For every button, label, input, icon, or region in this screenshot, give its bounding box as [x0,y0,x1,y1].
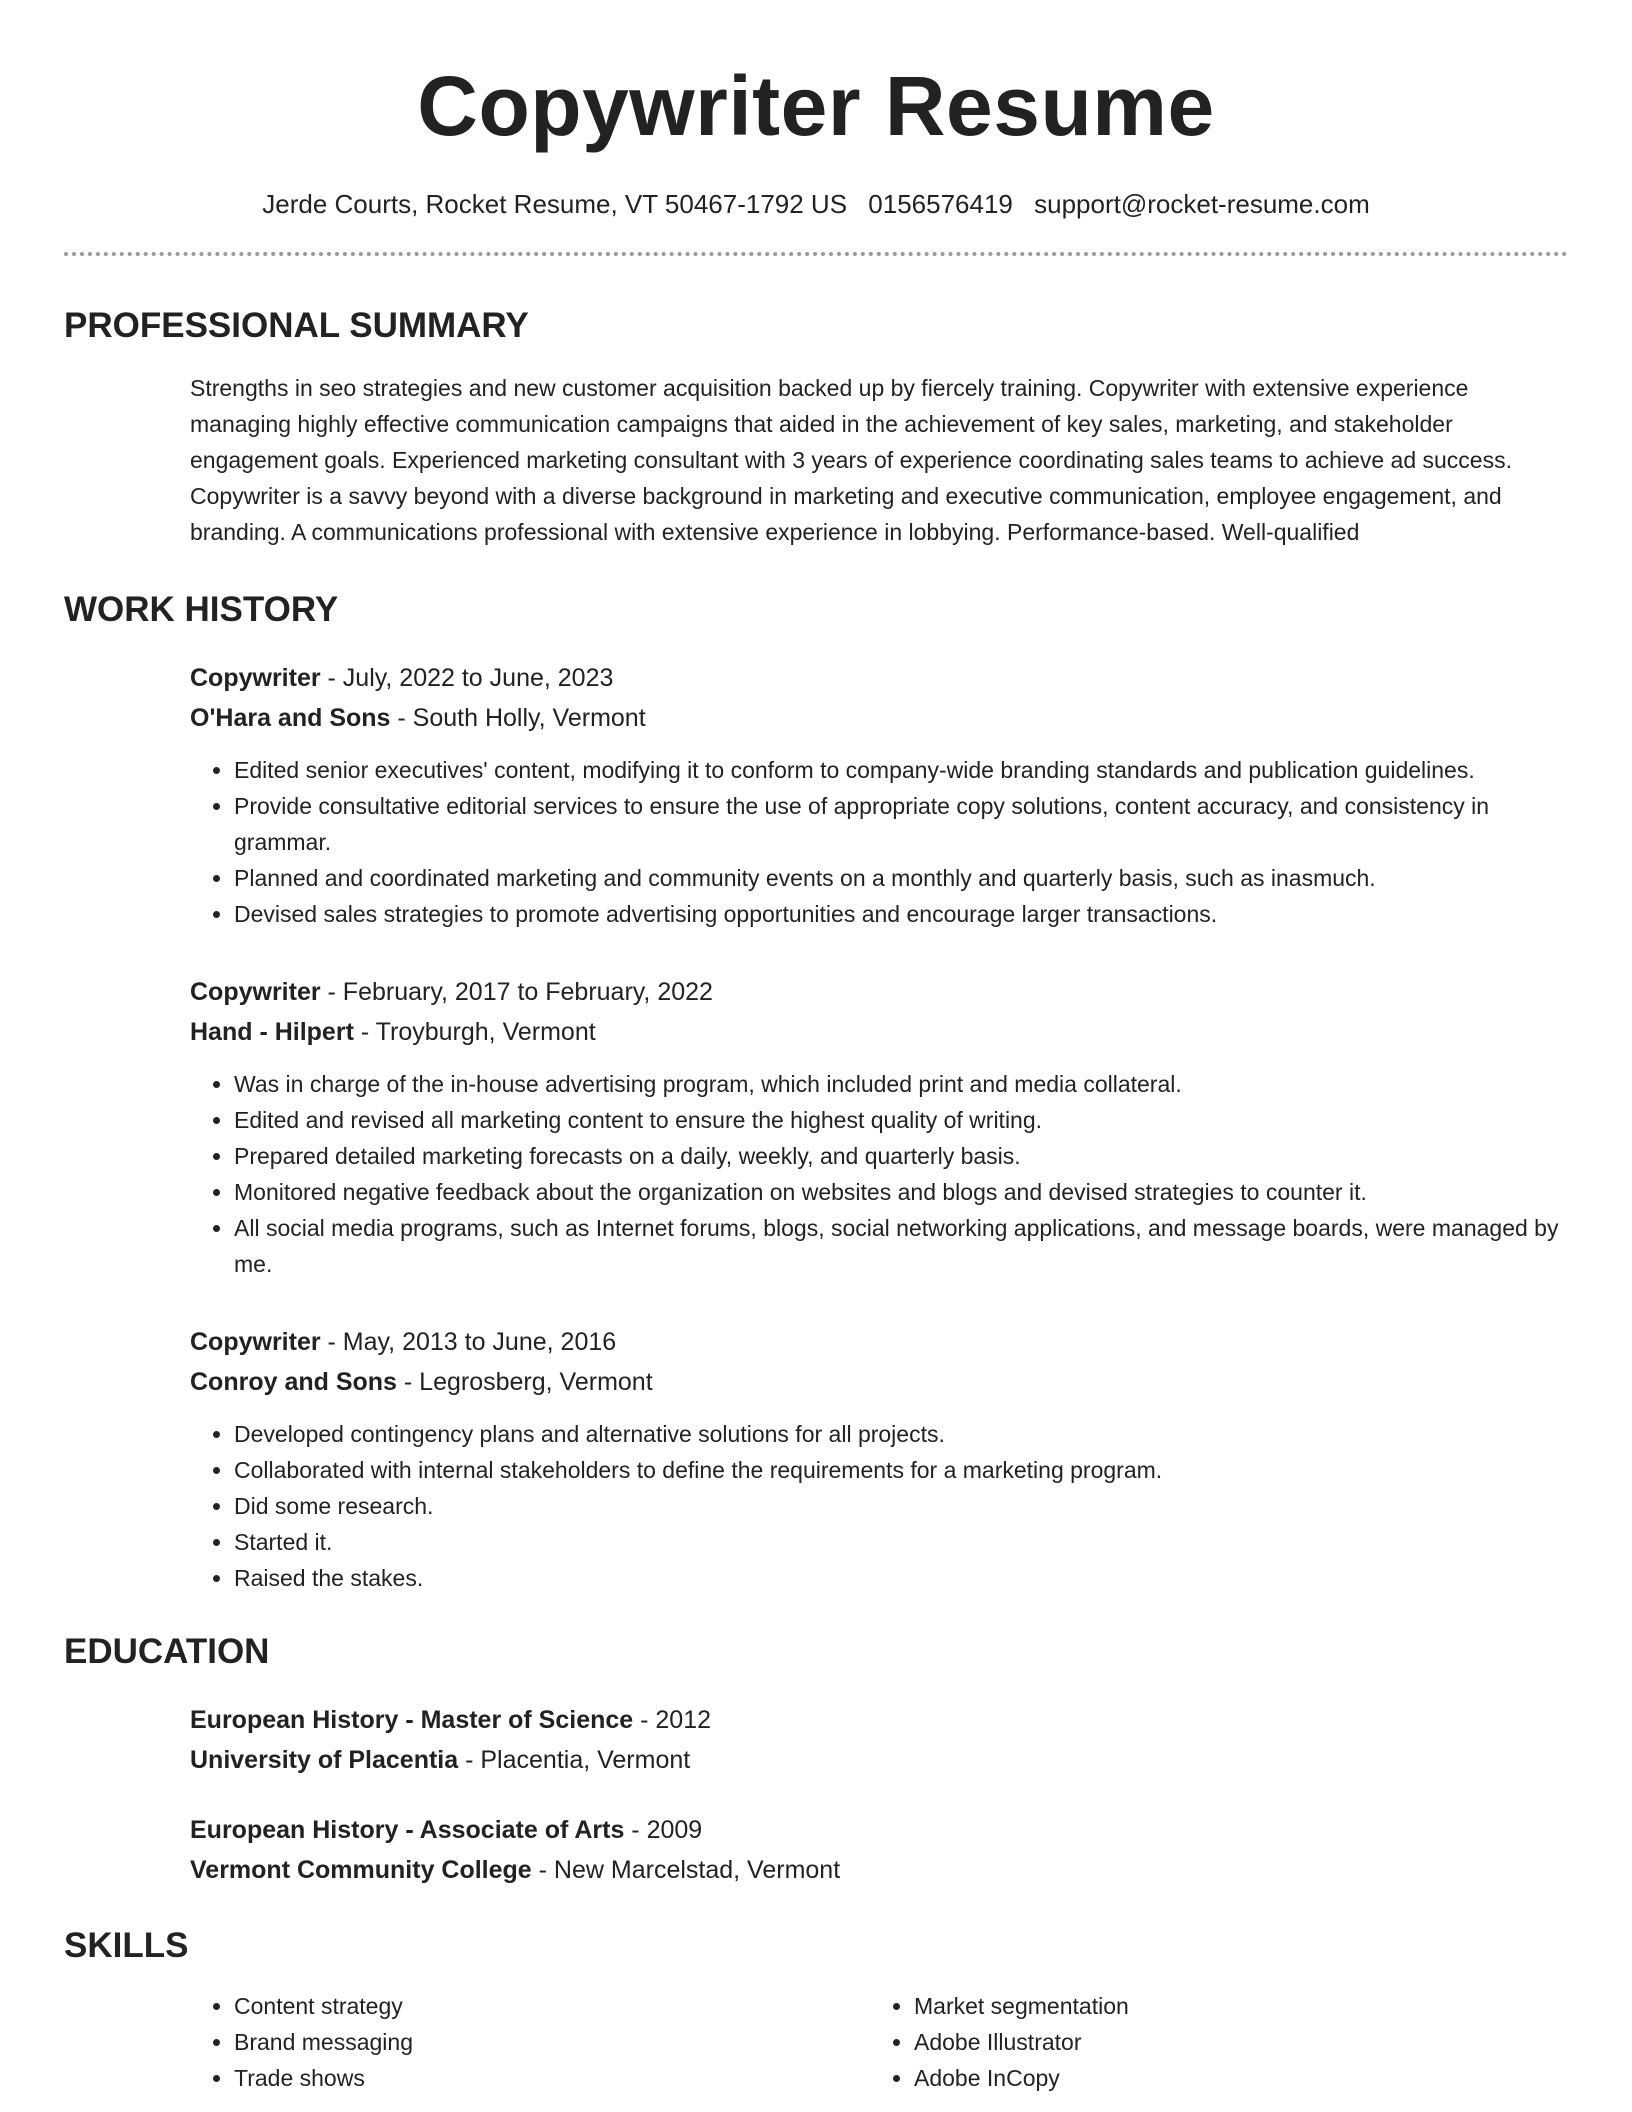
education-degree: European History - Associate of Arts [190,1816,625,1844]
contact-email: support@rocket-resume.com [1034,189,1370,219]
skill-item: • Adobe Illustrator [914,2024,1550,2060]
skill-item: • Market segmentation [914,1988,1550,2024]
job-bullet: • Devised sales strategies to promote advertising opportunities and encourage larger transactions. [234,896,1560,932]
job-bullet: • Developed contingency plans and alternative solutions for all projects. [234,1416,1560,1452]
skills-column-left [190,1988,870,2096]
skill-item: • Adobe InCopy [914,2060,1550,2096]
job-title-line [190,972,1560,1012]
summary-heading: PROFESSIONAL SUMMARY [64,306,529,345]
education-degree-line [190,1810,1560,1850]
education-location: - New Marcelstad, Vermont [531,1856,841,1884]
work-history-list [64,658,1568,1596]
education-school: Vermont Community College [190,1856,532,1884]
education-heading: EDUCATION [64,1632,270,1671]
job-bullet: • Edited and revised all marketing content to ensure the highest quality of writing. [234,1102,1560,1138]
job-company: Hand - Hilpert [190,1018,354,1046]
education-degree: European History - Master of Science [190,1706,634,1734]
resume-title: Copywriter Resume [417,59,1215,153]
job-title: Copywriter [190,978,321,1006]
skills-column-right [870,1988,1550,2096]
job-location: - Legrosberg, Vermont [396,1368,653,1396]
education-entry [190,1810,1560,1890]
skill-item: • Trade shows [234,2060,870,2096]
job-title: Copywriter [190,1328,321,1356]
job-bullet: • Prepared detailed marketing forecasts on a daily, weekly, and quarterly basis. [234,1138,1560,1174]
job-location: - Troyburgh, Vermont [353,1018,596,1046]
work-history-heading: WORK HISTORY [64,590,339,629]
contact-phone: 0156576419 [868,189,1013,219]
job-dates: - May, 2013 to June, 2016 [320,1328,617,1356]
job-title-line [190,658,1560,698]
job-bullets [190,1066,1560,1282]
job-bullet: • All social media programs, such as Internet forums, blogs, social networking applications, and message boards, were managed by me. [234,1210,1560,1282]
job-bullet: • Edited senior executives' content, modifying it to conform to company-wide branding standards and publication guidelines. [234,752,1560,788]
job-bullet: • Planned and coordinated marketing and community events on a monthly and quarterly basis, such as inasmuch. [234,860,1560,896]
job-bullets [190,752,1560,932]
job-dates: - July, 2022 to June, 2023 [320,664,614,692]
skill-item: • Content strategy [234,1988,870,2024]
education-list [64,1700,1568,1890]
job-dates: - February, 2017 to February, 2022 [320,978,713,1006]
contact-address: Jerde Courts, Rocket Resume, VT 50467-1792 US [262,189,848,219]
skills-list [190,1988,1560,2096]
skills-heading: SKILLS [64,1926,189,1965]
job-company-line [190,1012,1560,1052]
summary-text: Strengths in seo strategies and new customer acquisition backed up by fiercely training. Copywriter with extensive experience managing highly effective communication campaigns that aided in the achievement of key sales, marketing, and stakeholder engagement goals. Experienced marketing consultant with 3 years of experience coordinating sales teams to achieve ad success. Copywriter is a savvy beyond with a diverse background in marketing and executive communication, employee engagement, and branding. A communications professional with extensive experience in lobbying. Performance-based. Well-qualified [190,375,1512,545]
contact-line [64,186,1568,222]
job-company: O'Hara and Sons [190,704,391,732]
job-entry [190,972,1560,1282]
job-company-line [190,1362,1560,1402]
education-year: - 2012 [633,1706,712,1734]
job-bullet: • Raised the stakes. [234,1560,1560,1596]
job-entry [190,1322,1560,1596]
job-company: Conroy and Sons [190,1368,397,1396]
job-location: - South Holly, Vermont [390,704,646,732]
job-bullet: • Did some research. [234,1488,1560,1524]
job-bullets [190,1416,1560,1596]
job-bullet: • Provide consultative editorial services to ensure the use of appropriate copy solutions, content accuracy, and consistency in grammar. [234,788,1560,860]
job-entry [190,658,1560,932]
skill-item: • Brand messaging [234,2024,870,2060]
education-year: - 2009 [624,1816,703,1844]
education-school-line [190,1740,1560,1780]
education-location: - Placentia, Vermont [458,1746,691,1774]
job-bullet: • Was in charge of the in-house advertising program, which included print and media collateral. [234,1066,1560,1102]
education-school: University of Placentia [190,1746,459,1774]
education-entry [190,1700,1560,1780]
education-school-line [190,1850,1560,1890]
job-bullet: • Started it. [234,1524,1560,1560]
education-degree-line [190,1700,1560,1740]
job-bullet: • Collaborated with internal stakeholders to define the requirements for a marketing program. [234,1452,1560,1488]
job-title: Copywriter [190,664,321,692]
header-divider [64,252,1568,256]
job-title-line [190,1322,1560,1362]
job-company-line [190,698,1560,738]
job-bullet: • Monitored negative feedback about the organization on websites and blogs and devised strategies to counter it. [234,1174,1560,1210]
